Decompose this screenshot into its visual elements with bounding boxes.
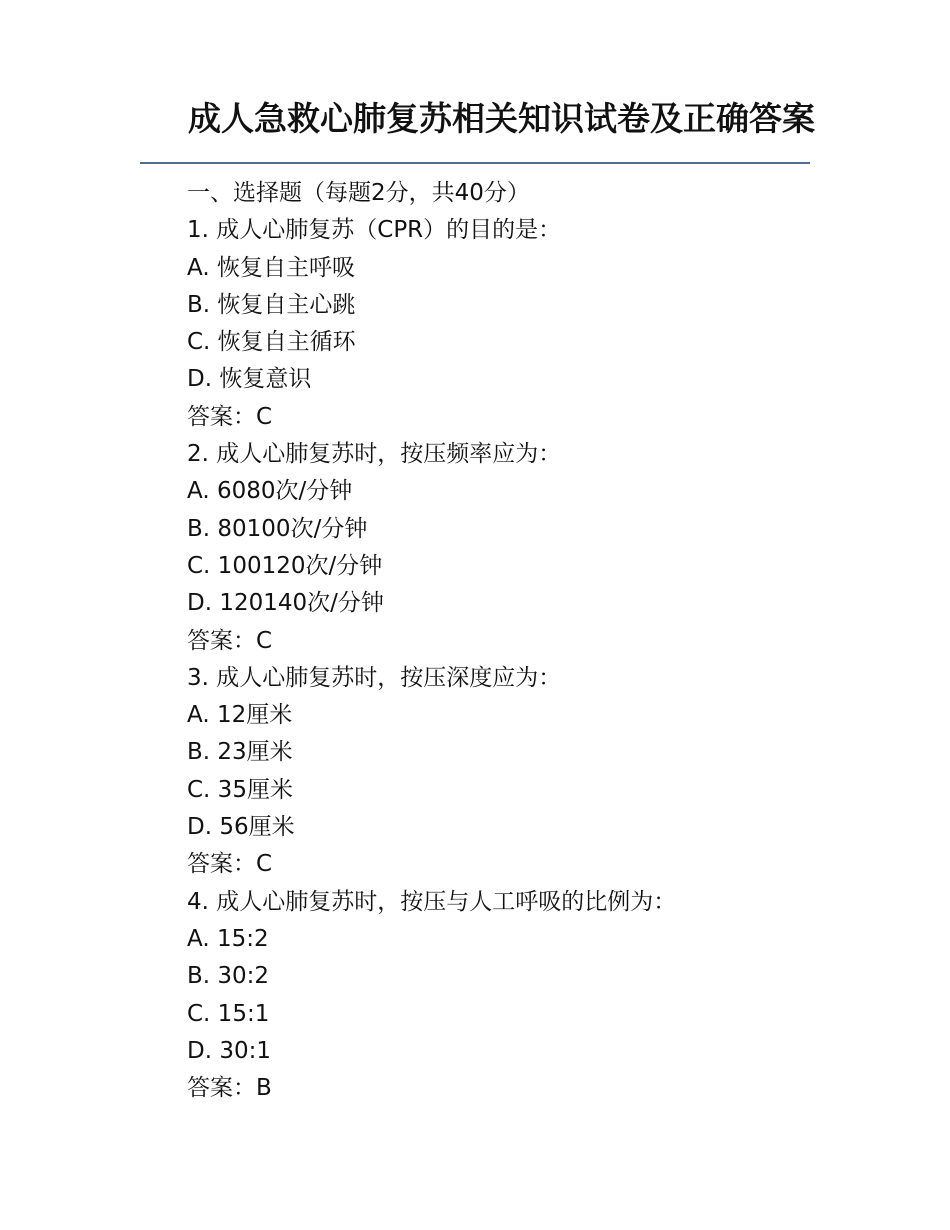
option-a: A. 6080次/分钟 bbox=[187, 478, 353, 505]
exam-content bbox=[187, 175, 827, 1107]
answer-line: 答案：C bbox=[187, 403, 273, 430]
option-a: A. 12厘米 bbox=[187, 702, 293, 729]
question-stem: 2. 成人心肺复苏时，按压频率应为： bbox=[187, 441, 562, 468]
question-stem: 3. 成人心肺复苏时，按压深度应为： bbox=[187, 664, 562, 691]
option-c: C. 15:1 bbox=[187, 1000, 270, 1027]
answer-line: 答案：C bbox=[187, 851, 273, 878]
question-3 bbox=[187, 660, 827, 884]
answer-line: 答案：B bbox=[187, 1075, 272, 1102]
question-stem: 1. 成人心肺复苏（CPR）的目的是： bbox=[187, 217, 562, 244]
option-b: B. 恢复自主心跳 bbox=[187, 291, 356, 318]
option-a: A. 恢复自主呼吸 bbox=[187, 254, 355, 281]
option-a: A. 15:2 bbox=[187, 925, 269, 952]
option-c: C. 35厘米 bbox=[187, 776, 293, 803]
option-c: C. 恢复自主循环 bbox=[187, 329, 356, 356]
option-d: D. 30:1 bbox=[187, 1037, 271, 1064]
answer-line: 答案：C bbox=[187, 627, 273, 654]
option-b: B. 80100次/分钟 bbox=[187, 515, 368, 542]
question-1 bbox=[187, 212, 827, 436]
section-heading: 一、选择题（每题2分，共40分） bbox=[187, 180, 530, 206]
question-4 bbox=[187, 884, 827, 1108]
option-d: D. 恢复意识 bbox=[187, 366, 312, 393]
option-d: D. 120140次/分钟 bbox=[187, 590, 384, 617]
title-block bbox=[140, 99, 815, 164]
document-title: 成人急救心肺复苏相关知识试卷及正确答案 bbox=[188, 99, 815, 138]
option-b: B. 23厘米 bbox=[187, 739, 293, 766]
option-c: C. 100120次/分钟 bbox=[187, 552, 383, 579]
question-stem: 4. 成人心肺复苏时，按压与人工呼吸的比例为： bbox=[187, 888, 677, 915]
option-d: D. 56厘米 bbox=[187, 814, 295, 841]
question-2 bbox=[187, 436, 827, 660]
option-b: B. 30:2 bbox=[187, 963, 270, 990]
